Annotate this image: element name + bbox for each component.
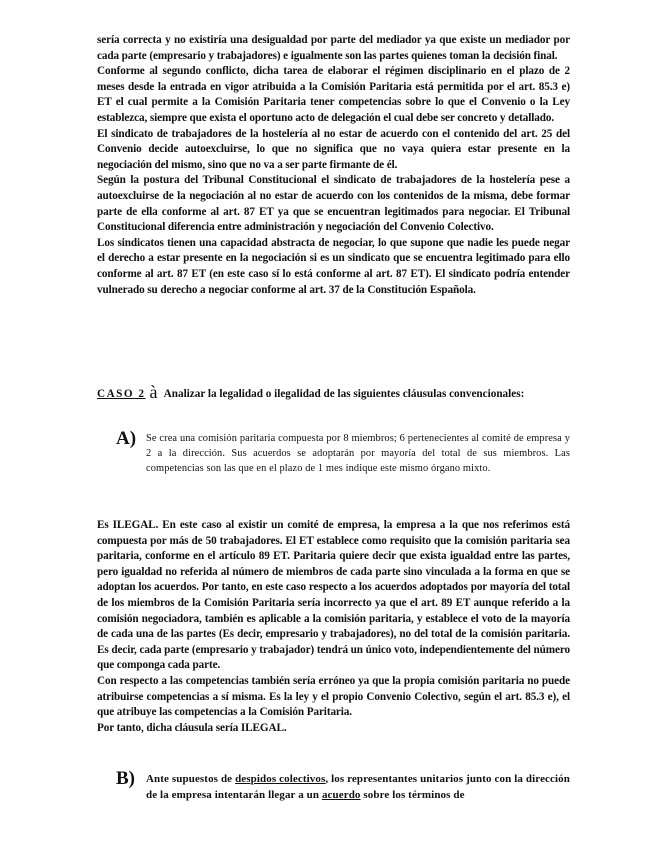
clause-a-letter: A) <box>116 428 137 449</box>
paragraph-union-self-exclusion: El sindicato de trabajadores de la hostelería al no estar de acuerdo con el contenido del art. 25 del Convenio decide autoexcluirse, lo que no significa que no vaya quiera estar presente en la negociación del mismo, sino que no va a ser parte firmante de él. <box>97 127 570 171</box>
clause-b-text-part-2: , los representantes unitarios junto con la dirección de la empresa intentarán llegar a un <box>146 773 570 801</box>
acuerdo-link[interactable]: acuerdo <box>321 788 361 801</box>
paragraph-unions-capacity: Los sindicatos tienen una capacidad abstracta de negociar, lo que supone que nadie les puede negar el derecho a estar presente en la negociación si es un sindicato que se encuentra legitimado para ello conforme al art. 87 ET (en este caso sí lo está conforme al art. 87 ET). El sindicato podría entender vulnerado su derecho a negociar conforme al art. 37 de la Constitución Española. <box>97 236 570 296</box>
clause-b-text-part-1: Ante supuestos de <box>146 773 236 785</box>
paragraph-second-conflict: Conforme al segundo conflicto, dicha tarea de elaborar el régimen disciplinario en el plazo de 2 meses desde la entrada en vigor atribuida a la Comisión Paritaria está permitida por el art. 85.3 e) ET el cual permite a la Comisión Paritaria tener competencias sobre lo que el Convenio o la Ley establezca, siempre que exista el oportuno acto de delegación el cual debe ser concreto y detallado. <box>97 65 570 124</box>
clause-b <box>116 768 570 803</box>
clause-b-text-part-3: sobre los términos de <box>360 788 465 801</box>
case-2-label: CASO 2 <box>97 388 146 400</box>
paragraph-illegal-analysis: Es ILEGAL. En este caso al existir un comité de empresa, la empresa a la que nos referimos está compuesta por más de 50 trabajadores. El ET establece como requisito que la comisión paritaria sea paritaria, conforme en el artículo 89 ET. Paritaria quiere decir que exista igualdad entre las partes, pero igualdad no referida al número de miembros de cada parte sino vinculada a la forma en que se adoptan los acuerdos. Por tanto, en este caso respecto a los acuerdos adoptados por mayoría del total de los miembros de la Comisión Paritaria sería incorrecto ya que el art. 89 ET aunque referido a la comisión negociadora, también es aplicable a la comisión paritaria, y establece el voto de la mayoría de cada una de las partes (Es decir, empresario y trabajadores), no del total de la comisión paritaria. Es decir, cada parte (empresario y trabajador) tendrá un único voto, independientemente del número que componga cada parte. <box>97 519 570 672</box>
paragraph-competences: Con respecto a las competencias también sería erróneo ya que la propia comisión paritaria no puede atribuirse competencias a sí misma. Es la ley y el propio Convenio Colectivo, según el art. 85.3 e), el que atribuye las competencias a la Comisión Paritaria. <box>97 674 570 719</box>
paragraph-conclusion: Por tanto, dicha cláusula sería ILEGAL. <box>97 721 287 734</box>
clause-a <box>116 428 570 476</box>
case-2-heading <box>97 383 570 403</box>
analysis-text-block <box>97 518 570 736</box>
case-2-title: Analizar la legalidad o ilegalidad de las siguientes cláusulas convencionales: <box>163 388 525 400</box>
despidos-colectivos-link[interactable]: despidos colectivos <box>235 773 326 785</box>
clause-b-text <box>146 772 570 803</box>
paragraph-constitutional-court: Según la postura del Tribunal Constitucional el sindicato de trabajadores de la hostelería pese a autoexcluirse de la negociación al no estar de acuerdo con los contenidos de la misma, debe formar parte de ella conforme al art. 87 ET ya que se encuentran legitimados para negociar. El Tribunal Constitucional diferencia entre administración y negociación del Convenio Colectivo. <box>97 174 570 234</box>
paragraph-mediator: sería correcta y no existiría una desigualdad por parte del mediador ya que existe un mediador por cada parte (empresario y trabajadores) e igualmente son las partes quienes toman la decisión final. <box>97 34 570 62</box>
arrow-symbol-icon: à <box>149 382 158 402</box>
clause-a-text: Se crea una comisión paritaria compuesta por 8 miembros; 6 pertenecientes al comité de empresa y 2 a la dirección. Sus acuerdos se adoptarán por mayoría del total de sus miembros. Las competencias son las que en el plazo de 1 mes indique este mismo órgano mixto. <box>146 433 570 474</box>
clause-b-letter: B) <box>116 768 135 789</box>
top-text-block <box>97 33 570 298</box>
